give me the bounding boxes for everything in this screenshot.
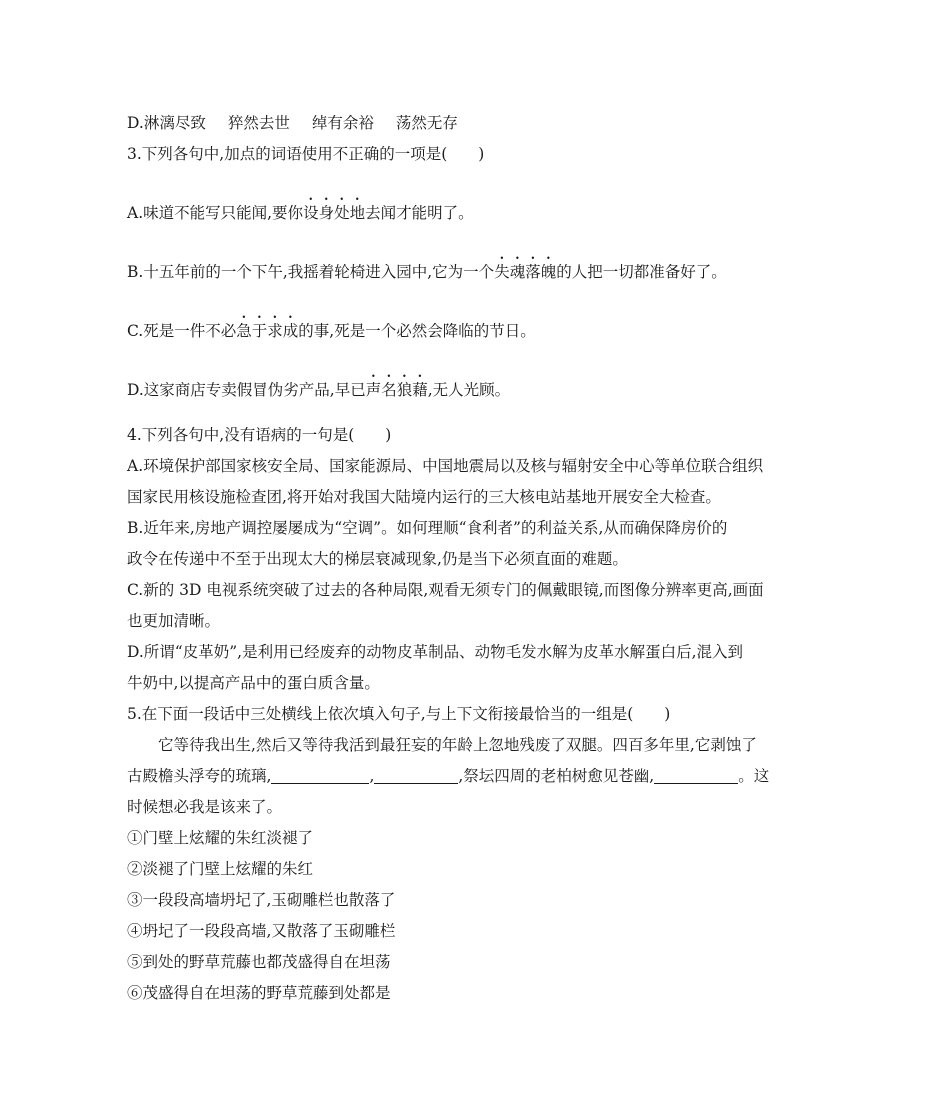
question-5-passage-line2: 古殿檐头浮夸的琉璃, , ,祭坛四周的老柏树愈见苍幽, 。这: [127, 767, 770, 785]
question-4-option-a-line1: A.环境保护部国家核安全局、国家能源局、中国地震局以及核与辐射安全中心等单位联合组织: [127, 457, 764, 475]
option-item: 荡然无存: [395, 114, 458, 132]
question-5-stem: 5.在下面一段话中三处横线上依次填入句子,与上下文衔接最恰当的一组是( ): [127, 705, 671, 723]
question-3-option-d: D.这家商店专卖假冒伪劣产品,早已声名狼藉,无人光顾。: [127, 381, 511, 399]
question-4-option-d-line2: 牛奶中,以提高产品中的蛋白质含量。: [127, 674, 380, 692]
question-3-stem: 3.下列各句中,加点的词语使用不正确的一项是( ): [127, 145, 485, 163]
question-5-choice: ⑤到处的野草荒藤也都茂盛得自在坦荡: [127, 953, 391, 971]
question-5-passage-line1: 它等待我出生,然后又等待我活到最狂妄的年龄上忽地残废了双腿。四百多年里,它剥蚀了: [158, 736, 757, 754]
dotted-phrase: 设身处地: [303, 204, 366, 222]
fill-blank-3: [654, 767, 738, 784]
question-5-choice: ③一段段高墙坍圮了,玉砌雕栏也散落了: [127, 891, 396, 909]
question-4-option-c-line2: 也更加清晰。: [127, 612, 221, 630]
option-item: 淋漓尽致: [143, 114, 206, 132]
question-4-option-b-line1: B.近年来,房地产调控屡屡成为“空调”。如何理顺“食利者”的利益关系,从而确保降房价的: [127, 519, 728, 537]
question-4-option-d-line1: D.所谓“皮革奶”,是利用已经废弃的动物皮革制品、动物毛发水解为皮革水解蛋白后,混入到: [127, 643, 744, 661]
question-4-option-c-line1: C.新的 3D 电视系统突破了过去的各种局限,观看无须专门的佩戴眼镜,而图像分辨率更高,画面: [127, 581, 764, 599]
question-4-option-b-line2: 政令在传递中不至于出现太大的梯层衰减现象,仍是当下必须直面的难题。: [127, 550, 628, 568]
question-4-option-a-line2: 国家民用核设施检查团,将开始对我国大陆境内运行的三大核电站基地开展安全大检查。: [127, 488, 721, 506]
question-5-passage-line3: 时候想必我是该来了。: [127, 798, 283, 816]
question-3-option-a: A.味道不能写只能闻,要你设身处地去闻才能明了。: [127, 204, 474, 222]
prev-option-d: [127, 108, 827, 139]
option-item: 绰有余裕: [311, 114, 374, 132]
fill-blank-2: [374, 767, 458, 784]
dotted-phrase: 失魂落魄: [494, 263, 557, 281]
question-5-choice: ②淡褪了门壁上炫耀的朱红: [127, 860, 314, 878]
dotted-phrase: 急于求成: [236, 322, 299, 340]
option-item: 猝然去世: [227, 114, 290, 132]
document-page: [127, 108, 827, 1009]
dotted-phrase: 声名狼藉: [365, 381, 428, 399]
question-3-option-b: B.十五年前的一个下午,我摇着轮椅进入园中,它为一个失魂落魄的人把一切都准备好了。: [127, 263, 727, 281]
option-label: D.: [127, 114, 144, 132]
question-4-stem: 4.下列各句中,没有语病的一句是( ): [127, 426, 392, 444]
fill-blank-1: [271, 767, 369, 784]
question-5-choice: ⑥茂盛得自在坦荡的野草荒藤到处都是: [127, 984, 391, 1002]
question-5-choice: ④坍圮了一段段高墙,又散落了玉砌雕栏: [127, 922, 396, 940]
question-5-choice: ①门壁上炫耀的朱红淡褪了: [127, 829, 314, 847]
question-3-option-c: C.死是一件不必急于求成的事,死是一个必然会降临的节日。: [127, 322, 536, 340]
